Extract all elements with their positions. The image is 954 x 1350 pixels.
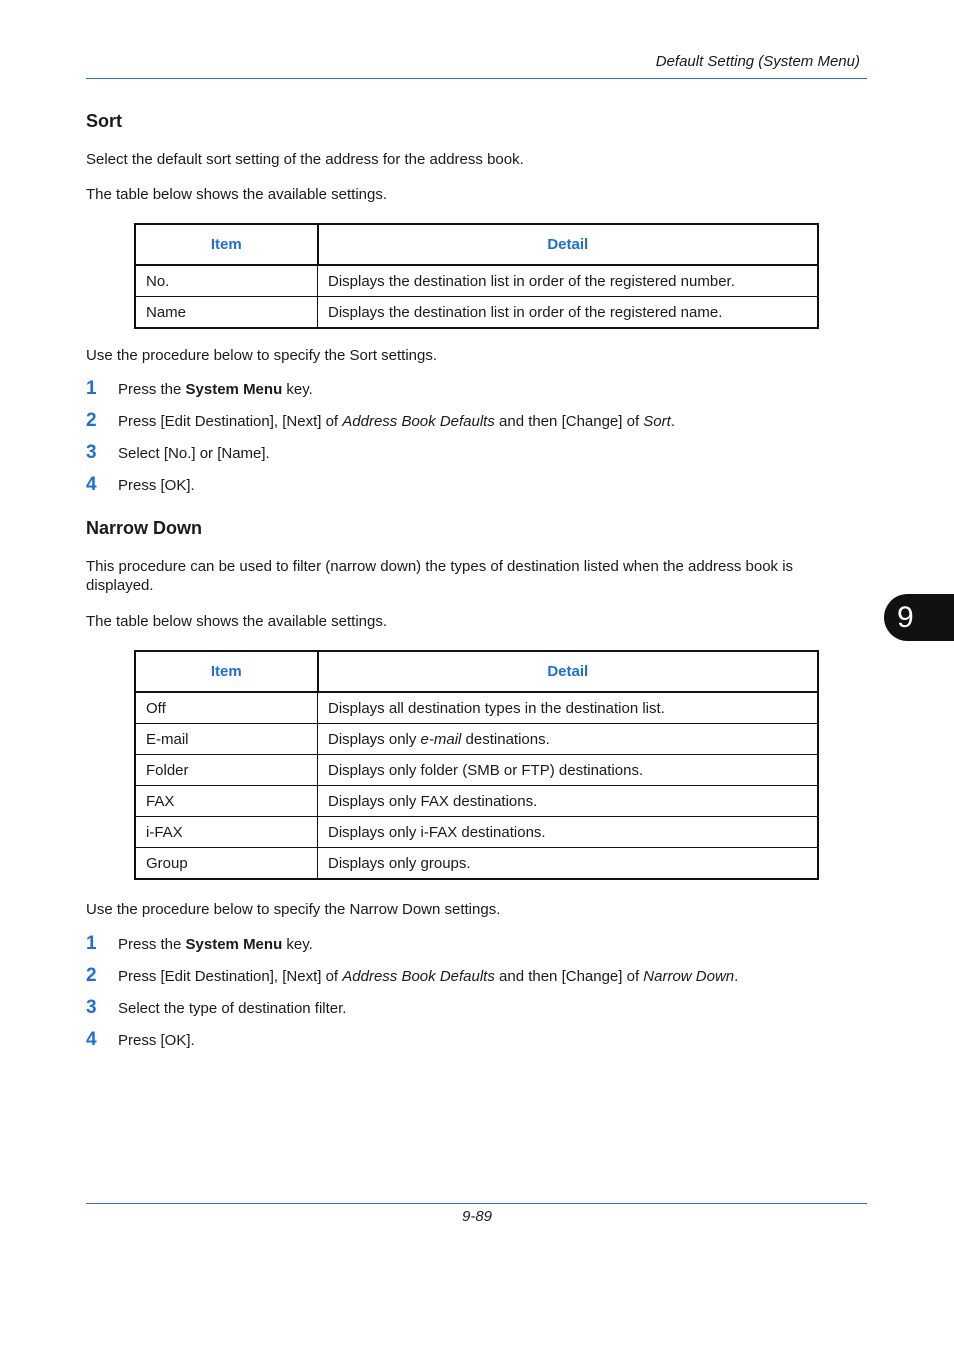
chapter-tab: 9 <box>884 594 954 641</box>
table-cell-item: Folder <box>135 755 318 786</box>
sort-procedure-intro: Use the procedure below to specify the Sort settings. <box>86 347 438 364</box>
table-cell-item: No. <box>135 265 318 297</box>
step-text: Press [OK]. <box>118 476 195 494</box>
step-text: Select [No.] or [Name]. <box>118 444 270 462</box>
narrow-procedure-intro: Use the procedure below to specify the Narrow Down settings. <box>86 901 501 918</box>
table-row <box>135 692 818 724</box>
step-text: Press the System Menu key. <box>118 380 313 398</box>
table-row <box>135 755 818 786</box>
narrow-step-1 <box>86 933 313 955</box>
step-number: 3 <box>86 997 97 1018</box>
table-cell-item: Off <box>135 692 318 724</box>
narrow-intro: This procedure can be used to filter (narrow down) the types of destination listed when the address book is displayed. <box>86 558 794 594</box>
table-row <box>135 724 818 755</box>
narrow-step-3 <box>86 997 346 1019</box>
table-cell-detail: Displays only e-mail destinations. <box>318 724 819 755</box>
table-cell-item: i-FAX <box>135 817 318 848</box>
sort-step-2 <box>86 410 675 432</box>
table-cell-item: E-mail <box>135 724 318 755</box>
narrow-step-2 <box>86 965 738 987</box>
step-number: 2 <box>86 410 97 431</box>
table-cell-detail: Displays all destination types in the destination list. <box>318 692 819 724</box>
step-text: Press the System Menu key. <box>118 935 313 953</box>
step-number: 3 <box>86 442 97 463</box>
narrow-table-intro: The table below shows the available settings. <box>86 613 388 630</box>
table-cell-detail: Displays only FAX destinations. <box>318 786 819 817</box>
step-number: 4 <box>86 1029 97 1050</box>
column-header-item: Item <box>135 651 318 692</box>
column-header-detail: Detail <box>318 651 819 692</box>
table-cell-detail: Displays the destination list in order of the registered name. <box>318 297 819 329</box>
sort-settings-table <box>134 223 819 329</box>
sort-table-intro: The table below shows the available settings. <box>86 186 388 203</box>
table-header-row <box>135 651 818 692</box>
header-rule <box>86 78 867 79</box>
section-heading-sort: Sort <box>86 111 122 131</box>
running-header: Default Setting (System Menu) <box>655 53 860 70</box>
step-number: 2 <box>86 965 97 986</box>
footer-rule <box>86 1203 867 1204</box>
page-number: 9-89 <box>461 1208 493 1225</box>
sort-step-4 <box>86 474 195 496</box>
table-row <box>135 817 818 848</box>
step-number: 1 <box>86 933 97 954</box>
step-number: 1 <box>86 378 97 399</box>
narrow-step-4 <box>86 1029 195 1051</box>
step-text: Press [Edit Destination], [Next] of Address Book Defaults and then [Change] of Narrow Down. <box>118 967 739 985</box>
narrow-settings-table <box>134 650 819 880</box>
table-cell-detail: Displays only i-FAX destinations. <box>318 817 819 848</box>
table-cell-detail: Displays the destination list in order of the registered number. <box>318 265 819 297</box>
step-number: 4 <box>86 474 97 495</box>
step-text: Press [OK]. <box>118 1031 195 1049</box>
section-heading-narrow-down: Narrow Down <box>86 518 203 538</box>
table-row <box>135 265 818 297</box>
step-text: Select the type of destination filter. <box>118 999 347 1017</box>
column-header-item: Item <box>135 224 318 265</box>
table-cell-detail: Displays only folder (SMB or FTP) destinations. <box>318 755 819 786</box>
table-cell-detail: Displays only groups. <box>318 848 819 880</box>
table-cell-item: FAX <box>135 786 318 817</box>
sort-step-1 <box>86 378 313 400</box>
table-row <box>135 297 818 329</box>
table-row <box>135 848 818 880</box>
table-row <box>135 786 818 817</box>
table-cell-item: Name <box>135 297 318 329</box>
sort-intro: Select the default sort setting of the address for the address book. <box>86 151 524 168</box>
step-text: Press [Edit Destination], [Next] of Address Book Defaults and then [Change] of Sort. <box>118 412 675 430</box>
table-header-row <box>135 224 818 265</box>
column-header-detail: Detail <box>318 224 819 265</box>
sort-step-3 <box>86 442 270 464</box>
table-cell-item: Group <box>135 848 318 880</box>
